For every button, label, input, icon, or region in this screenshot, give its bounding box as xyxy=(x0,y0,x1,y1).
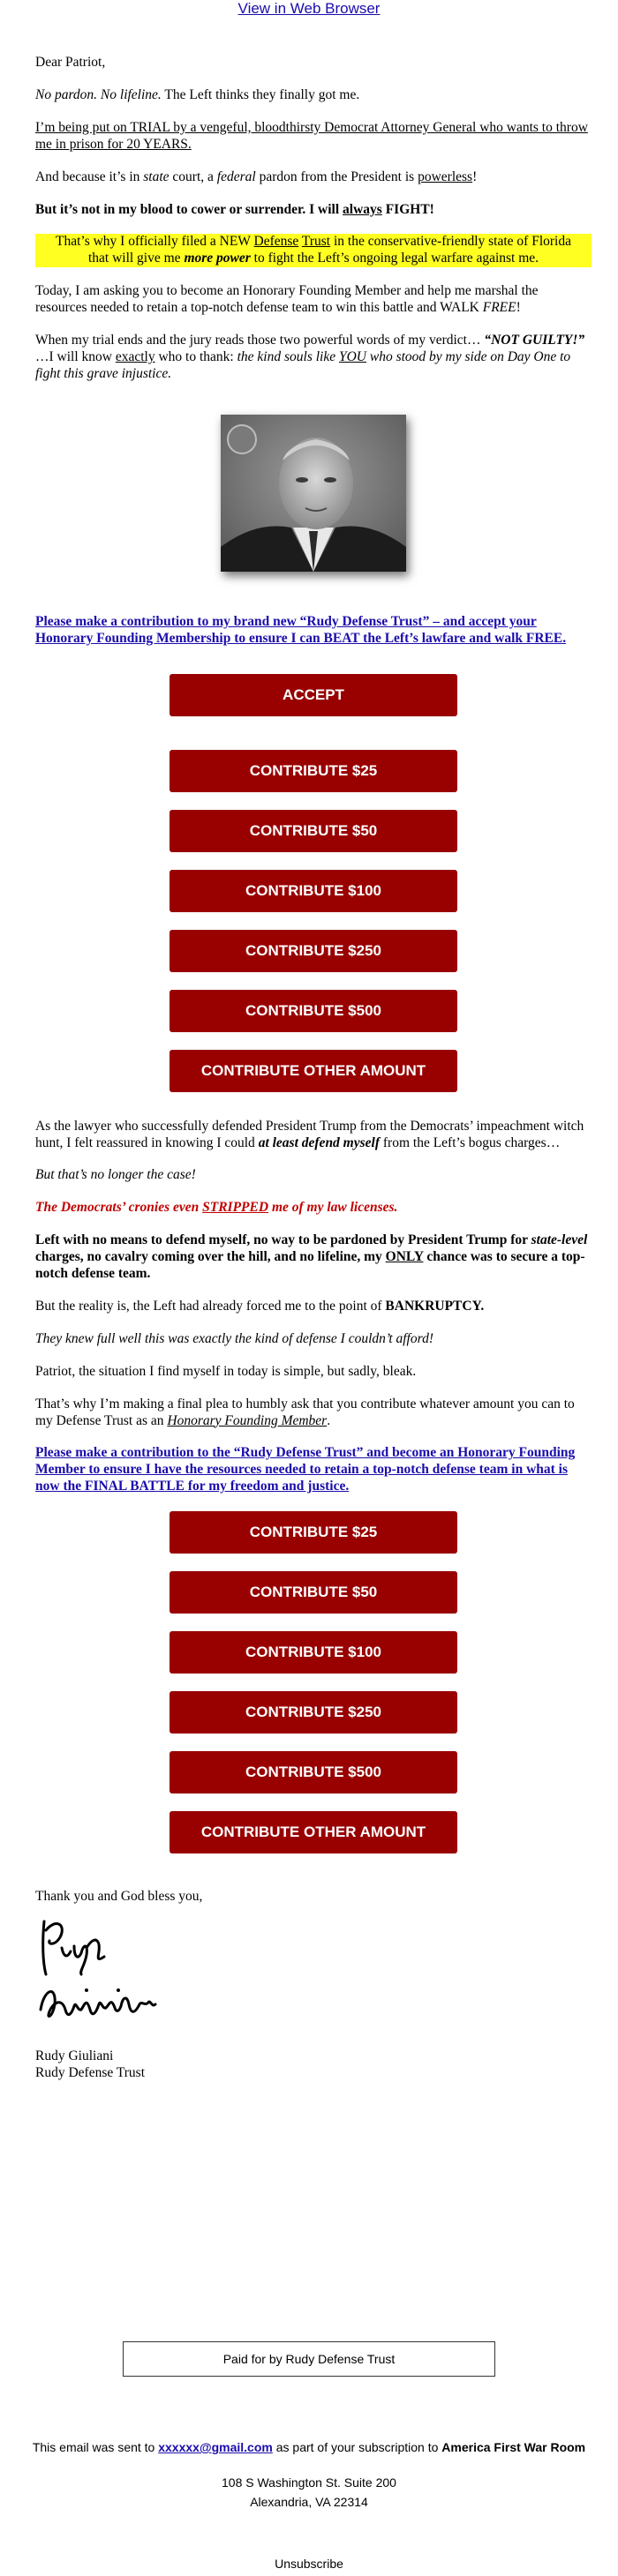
signature-name: Rudy Giuliani xyxy=(35,2048,114,2064)
email-link[interactable]: xxxxxx@gmail.com xyxy=(158,2440,273,2454)
paragraph-bankruptcy: But the reality is, the Left had already forced me to the point of BANKRUPTCY. xyxy=(35,1298,485,1314)
greeting: Dear Patriot, xyxy=(35,55,106,70)
closing-line: Thank you and God bless you, xyxy=(35,1889,203,1905)
highlighted-paragraph: That’s why I officially filed a NEW Defense Trust in the conservative-friendly state of Florida that will give me more power to fight the Left’s ongoing legal warfare against me. xyxy=(35,234,592,267)
contribute-100-button-2[interactable]: CONTRIBUTE $100 xyxy=(170,1631,457,1674)
contribute-50-button-2[interactable]: CONTRIBUTE $50 xyxy=(170,1571,457,1614)
contribute-25-button[interactable]: CONTRIBUTE $25 xyxy=(170,750,457,792)
paragraph-fight: But it’s not in my blood to cower or surrender. I will always FIGHT! xyxy=(35,201,434,217)
accept-button[interactable]: ACCEPT xyxy=(170,674,457,716)
paragraph-no-longer: But that’s no longer the case! xyxy=(35,1167,196,1183)
letter-body xyxy=(35,55,592,2082)
paragraph-knew: They knew full well this was exactly the kind of defense I couldn’t afford! xyxy=(35,1330,433,1346)
signature-image xyxy=(35,1913,185,2045)
button-group-2 xyxy=(35,1511,592,1853)
paragraph-stripped: The Democrats’ cronies even STRIPPED me of my law licenses. xyxy=(35,1200,398,1216)
contribute-250-button[interactable]: CONTRIBUTE $250 xyxy=(170,930,457,972)
cta-link-2[interactable]: Please make a contribution to the “Rudy Defense Trust” and become an Honorary Founding Member to ensure I have the resources needed to retain a top-notch defense team in what is now the FINAL BATTLE for my freedom and justice. xyxy=(35,1445,576,1494)
paragraph-verdict: When my trial ends and the jury reads those two powerful words of my verdict… “NOT GUILTY!” …I will know exactly who to thank: the kind souls like YOU who stood by my side on Day One to fight this grave injustice. xyxy=(35,333,585,381)
paid-for-box: Paid for by Rudy Defense Trust xyxy=(123,2341,495,2377)
contribute-500-button-2[interactable]: CONTRIBUTE $500 xyxy=(170,1751,457,1793)
contribute-50-button[interactable]: CONTRIBUTE $50 xyxy=(170,810,457,852)
unsubscribe-link[interactable]: Unsubscribe xyxy=(275,2557,343,2571)
paragraph-final-plea: That’s why I’m making a final plea to humbly ask that you contribute whatever amount you can to my Defense Trust as an Honorary Founding Member. xyxy=(35,1396,575,1428)
subscription-notice: This email was sent to xxxxxx@gmail.com as part of your subscription to America First War Room xyxy=(32,2440,586,2454)
contribute-other-button[interactable]: CONTRIBUTE OTHER AMOUNT xyxy=(170,1050,457,1092)
mugshot-photo xyxy=(221,415,406,572)
mugshot-image xyxy=(221,415,406,572)
view-in-browser-bar xyxy=(0,0,618,18)
contribute-250-button-2[interactable]: CONTRIBUTE $250 xyxy=(170,1691,457,1734)
contribute-other-button-2[interactable]: CONTRIBUTE OTHER AMOUNT xyxy=(170,1811,457,1853)
address-line-2: Alexandria, VA 22314 xyxy=(250,2495,368,2509)
paragraph-bleak: Patriot, the situation I find myself in today is simple, but sadly, bleak. xyxy=(35,1363,417,1379)
paragraph-impeachment: As the lawyer who successfully defended President Trump from the Democrats’ impeachment witch hunt, I felt reassured in knowing I could at least defend myself from the Left’s bogus charges… xyxy=(35,1118,584,1150)
button-group-1 xyxy=(35,674,592,1092)
contribute-100-button[interactable]: CONTRIBUTE $100 xyxy=(170,870,457,912)
paragraph-no-means: Left with no means to defend myself, no way to be pardoned by President Trump for state-level charges, no cavalry coming over the hill, and no lifeline, my ONLY chance was to secure a top-notch defense team. xyxy=(35,1232,588,1282)
cta-link-1[interactable]: Please make a contribution to my brand new “Rudy Defense Trust” – and accept your Honorary Founding Membership to ensure I can BEAT the Left’s lawfare and walk FREE. xyxy=(35,613,567,646)
paragraph-no-pardon: No pardon. No lifeline. The Left thinks they finally got me. xyxy=(35,86,360,102)
contribute-500-button[interactable]: CONTRIBUTE $500 xyxy=(170,990,457,1032)
paragraph-trial: I’m being put on TRIAL by a vengeful, bloodthirsty Democrat Attorney General who wants to throw me in prison for 20 YEARS. xyxy=(35,119,588,152)
paragraph-honorary-member: Today, I am asking you to become an Honorary Founding Member and help me marshal the resources needed to retain a top-notch defense team to win this battle and WALK FREE! xyxy=(35,283,539,316)
signature-org: Rudy Defense Trust xyxy=(35,2065,146,2080)
paragraph-state-court: And because it’s in state court, a federal pardon from the President is powerless! xyxy=(35,168,478,184)
view-in-browser-link[interactable]: View in Web Browser xyxy=(237,0,381,17)
address-line-1: 108 S Washington St. Suite 200 xyxy=(222,2475,396,2490)
contribute-25-button-2[interactable]: CONTRIBUTE $25 xyxy=(170,1511,457,1554)
